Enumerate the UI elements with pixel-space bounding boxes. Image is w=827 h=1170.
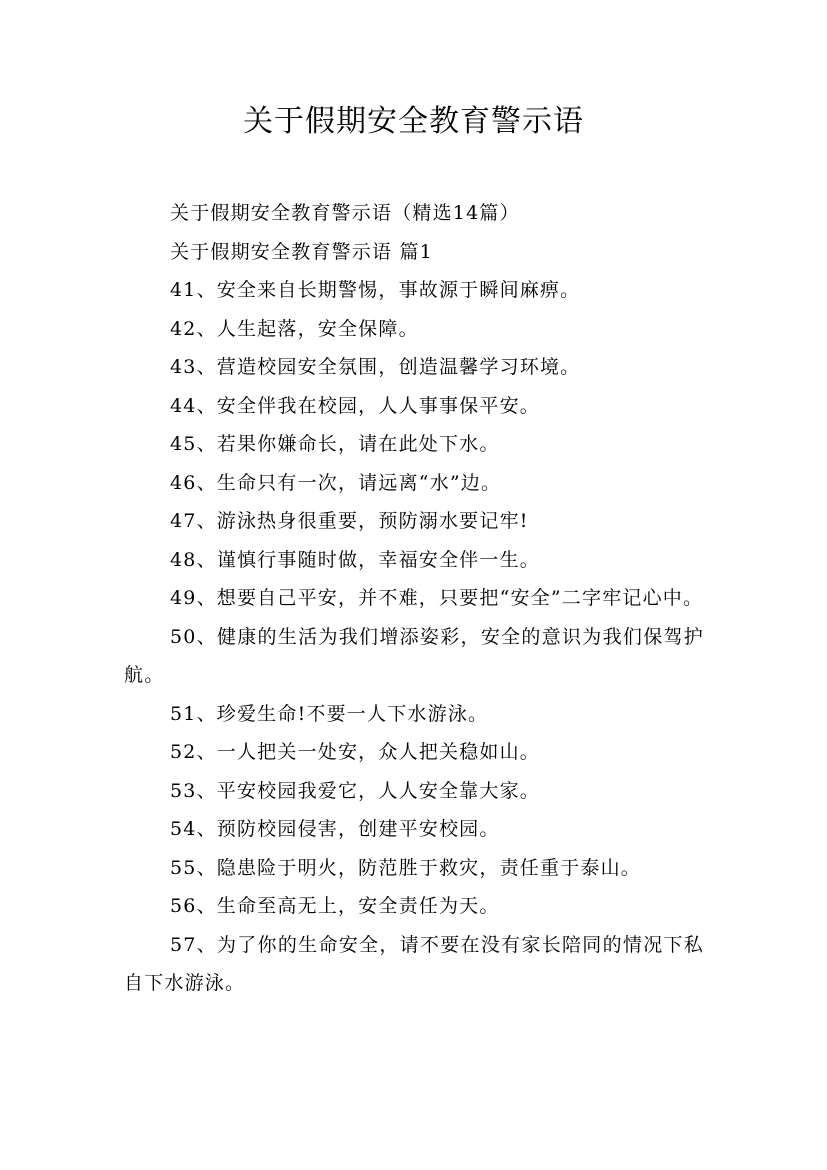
document-body: [124, 194, 704, 1003]
paragraph: 46、生命只有一次，请远离“水”边。: [170, 471, 502, 494]
paragraph: 57、为了你的生命安全，请不要在没有家长陪同的情况下私自下水游泳。: [124, 933, 704, 994]
paragraph: 47、游泳热身很重要，预防溺水要记牢!: [170, 510, 529, 532]
paragraph: 45、若果你嫌命长，请在此处下水。: [170, 433, 500, 455]
paragraph: 49、想要自己平安，并不难，只要把“安全”二字牢记心中。: [170, 587, 704, 609]
paragraph: 43、营造校园安全氛围，创造温馨学习环境。: [170, 356, 581, 378]
paragraph: 关于假期安全教育警示语 篇1: [170, 240, 433, 263]
paragraph: 44、安全伴我在校园，人人事事保平安。: [170, 394, 540, 417]
paragraph: 48、谨慎行事随时做，幸福安全伴一生。: [170, 548, 540, 571]
paragraph: 56、生命至高无上，安全责任为天。: [170, 895, 500, 917]
paragraph: 52、一人把关一处安，众人把关稳如山。: [170, 741, 540, 763]
paragraph: 50、健康的生活为我们增添姿彩，安全的意识为我们保驾护航。: [124, 625, 704, 686]
paragraph: 54、预防校园侵害，创建平安校园。: [170, 818, 500, 840]
paragraph: 关于假期安全教育警示语（精选14篇）: [170, 202, 520, 224]
paragraph: 53、平安校园我爱它，人人安全靠大家。: [170, 779, 540, 802]
paragraph: 55、隐患险于明火，防范胜于救灾，责任重于泰山。: [170, 856, 641, 879]
paragraph: 41、安全来自长期警惕，事故源于瞬间麻痹。: [170, 279, 581, 301]
paragraph: 42、人生起落，安全保障。: [170, 317, 419, 340]
document-title: 关于假期安全教育警示语: [243, 104, 584, 139]
paragraph: 51、珍爱生命!不要一人下水游泳。: [170, 702, 489, 725]
